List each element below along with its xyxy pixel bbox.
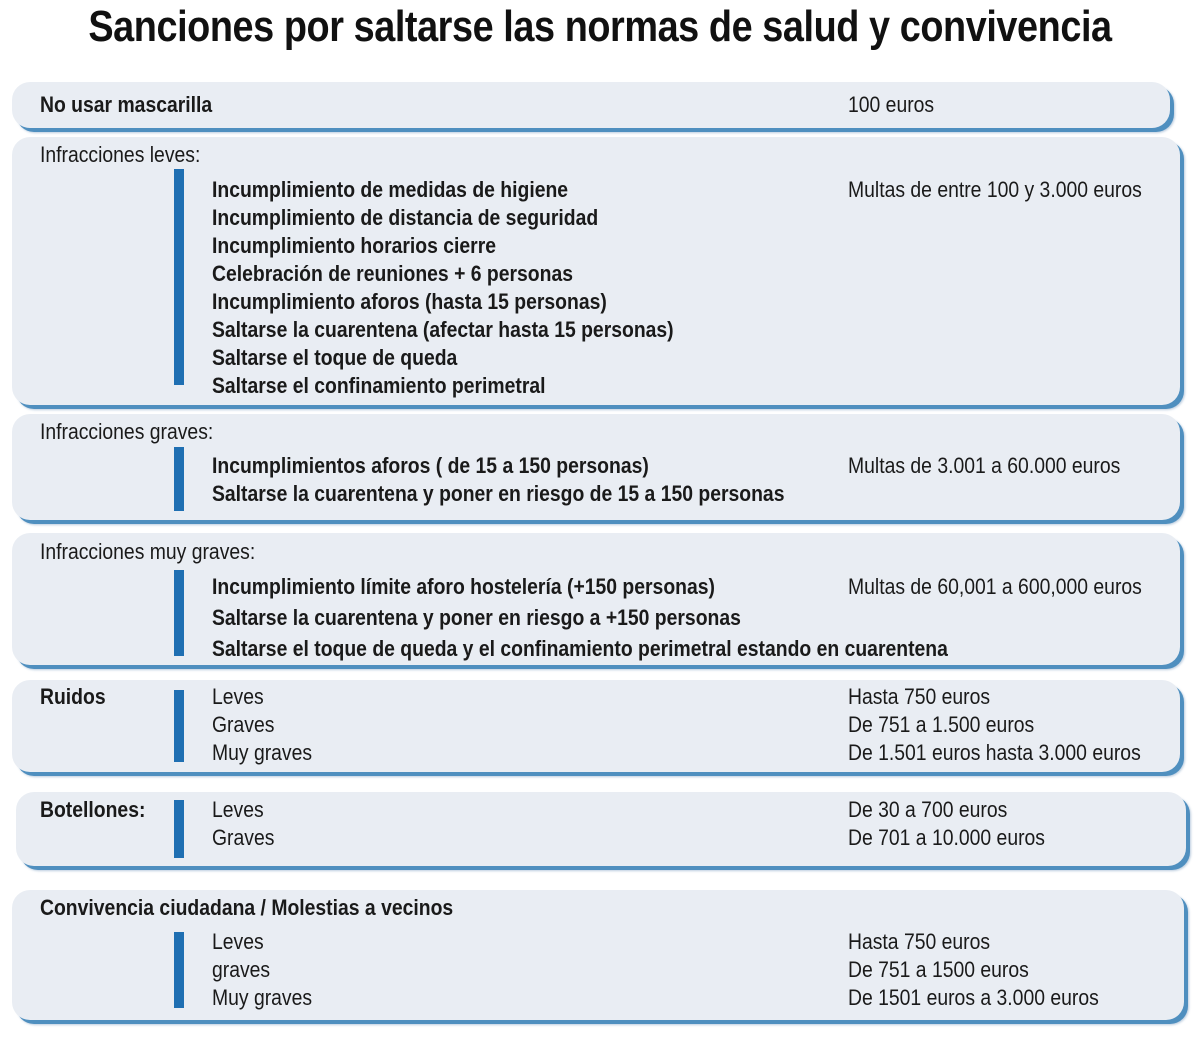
page-title: Sanciones por saltarse las normas de salud y convivencia	[88, 2, 1112, 51]
list-item: Leves	[212, 684, 264, 709]
botellones-label: Botellones:	[40, 797, 146, 822]
graves-accent-bar	[174, 447, 184, 511]
botellones-values	[848, 796, 1072, 852]
list-item: Saltarse el toque de queda	[212, 345, 458, 370]
list-item: Leves	[212, 929, 264, 954]
list-item: Celebración de reuniones + 6 personas	[212, 261, 573, 286]
ruidos-value: De 751 a 1.500 euros	[848, 712, 1035, 737]
botellones-value: De 701 a 10.000 euros	[848, 825, 1045, 850]
botellones-list	[212, 796, 283, 852]
list-item: graves	[212, 957, 271, 982]
convivencia-value: Hasta 750 euros	[848, 929, 991, 954]
mascarilla-value: 100 euros	[848, 92, 935, 117]
convivencia-label: Convivencia ciudadana / Molestias a vecinos	[40, 895, 454, 920]
ruidos-label: Ruidos	[40, 684, 106, 709]
leves-accent-bar	[174, 169, 184, 385]
muy-graves-accent-bar	[174, 570, 184, 656]
leves-header: Infracciones leves:	[40, 142, 201, 167]
mascarilla-label: No usar mascarilla	[40, 92, 213, 117]
leves-value: Multas de entre 100 y 3.000 euros	[848, 177, 1142, 202]
convivencia-accent-bar	[174, 932, 184, 1008]
list-item: Incumplimiento de medidas de higiene	[212, 177, 569, 202]
graves-list	[212, 452, 863, 508]
list-item: Graves	[212, 712, 275, 737]
botellones-value: De 30 a 700 euros	[848, 797, 1008, 822]
graves-header: Infracciones graves:	[40, 419, 214, 444]
list-item: Leves	[212, 797, 264, 822]
ruidos-list	[212, 683, 326, 767]
convivencia-list	[212, 928, 326, 1012]
muy-graves-values	[848, 573, 1182, 601]
list-item: Saltarse la cuarentena y poner en riesgo de 15 a 150 personas	[212, 481, 785, 506]
list-item: Incumplimiento horarios cierre	[212, 233, 497, 258]
list-item: Saltarse la cuarentena (afectar hasta 15 personas)	[212, 317, 674, 342]
leves-list	[212, 176, 737, 400]
ruidos-value: Hasta 750 euros	[848, 684, 991, 709]
botellones-accent-bar	[174, 800, 184, 858]
list-item: Incumplimientos aforos ( de 15 a 150 personas)	[212, 453, 649, 478]
convivencia-value: De 751 a 1500 euros	[848, 957, 1029, 982]
ruidos-values	[848, 683, 1181, 767]
list-item: Saltarse el confinamiento perimetral	[212, 373, 546, 398]
muy-graves-value: Multas de 60,001 a 600,000 euros	[848, 574, 1142, 599]
ruidos-value: De 1.501 euros hasta 3.000 euros	[848, 740, 1141, 765]
list-item: Incumplimiento límite aforo hostelería (+150 personas)	[212, 574, 715, 599]
list-item: Incumplimiento de distancia de seguridad	[212, 205, 599, 230]
panel-mascarilla	[12, 82, 1170, 128]
list-item: Muy graves	[212, 985, 313, 1010]
list-item: Saltarse la cuarentena y poner en riesgo a +150 personas	[212, 605, 741, 630]
list-item: Saltarse el toque de queda y el confinamiento perimetral estando en cuarentena	[212, 636, 948, 661]
list-item: Muy graves	[212, 740, 313, 765]
convivencia-value: De 1501 euros a 3.000 euros	[848, 985, 1099, 1010]
list-item: Graves	[212, 825, 275, 850]
ruidos-accent-bar	[174, 690, 184, 762]
graves-values	[848, 452, 1157, 480]
muy-graves-header: Infracciones muy graves:	[40, 539, 256, 564]
list-item: Incumplimiento aforos (hasta 15 personas)	[212, 289, 607, 314]
convivencia-values	[848, 928, 1133, 1012]
leves-values	[848, 176, 1182, 204]
graves-value: Multas de 3.001 a 60.000 euros	[848, 453, 1121, 478]
